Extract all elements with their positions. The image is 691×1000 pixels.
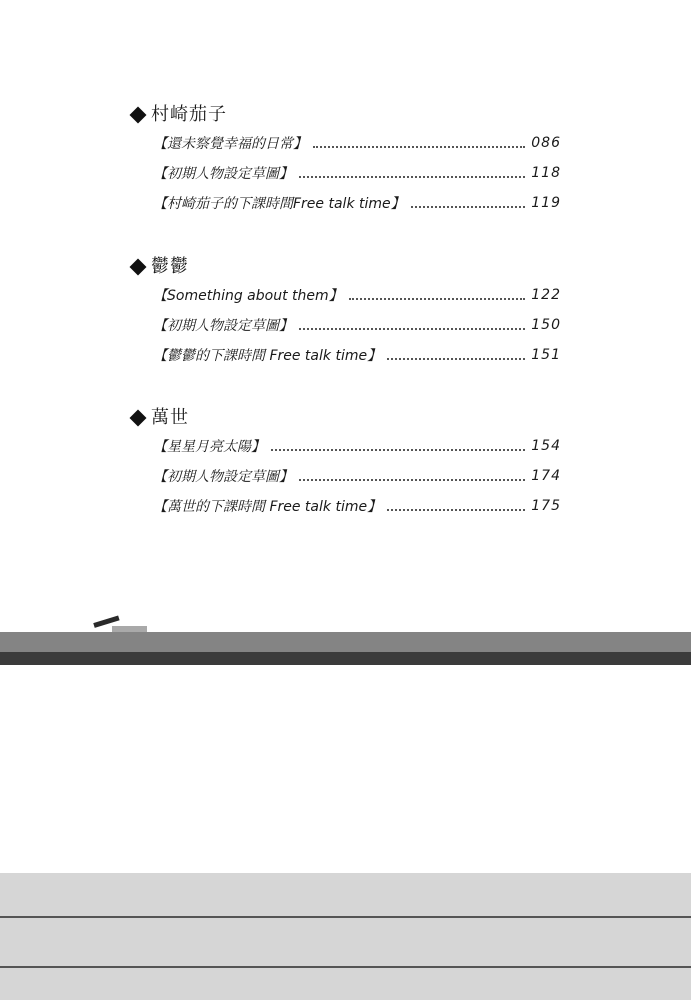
entry-title: 【星星月亮太陽】 [153,439,265,455]
entry-page-number: 174 [531,468,561,484]
entry-page-number: 122 [531,287,561,303]
dot-leader [299,327,525,330]
section-title: 鬱鬱 [151,256,189,277]
section-heading [132,405,562,431]
dot-leader [411,205,525,208]
entry-title: 【鬱鬱的下課時間 Free talk time】 [153,348,382,364]
panel-rule [0,966,691,968]
section-title: 村崎茄子 [151,104,227,125]
entry-title: 【初期人物設定草圖】 [153,166,293,182]
diamond-bullet-icon [130,107,147,124]
dot-leader [387,508,525,511]
entry-page-number: 175 [531,498,561,514]
section-title: 萬世 [151,407,189,428]
entry-title: 【初期人物設定草圖】 [153,469,293,485]
entry-title: 【Something about them】 [153,288,343,304]
entry-page-number: 119 [531,195,561,211]
chalk-tray-band [0,632,691,652]
toc-entry[interactable] [153,431,561,461]
dot-leader [299,478,525,481]
entry-title: 【萬世的下課時間 Free talk time】 [153,499,382,515]
entry-page-number: 151 [531,347,561,363]
dot-leader [313,145,525,148]
toc-entry[interactable] [153,310,561,340]
entry-title: 【初期人物設定草圖】 [153,318,293,334]
toc-entry[interactable] [153,340,561,370]
section-heading [132,102,562,128]
toc-entry[interactable] [153,461,561,491]
diamond-bullet-icon [130,410,147,427]
entry-page-number: 118 [531,165,561,181]
entry-page-number: 150 [531,317,561,333]
entry-title: 【還未察覺幸福的日常】 [153,136,307,152]
chalk-tray-shadow [0,652,691,665]
toc-entry[interactable] [153,491,561,521]
entry-page-number: 086 [531,135,561,151]
toc-entry[interactable] [153,158,561,188]
entry-page-number: 154 [531,438,561,454]
section-heading [132,254,562,280]
entry-title: 【村崎茄子的下課時間Free talk time】 [153,196,405,212]
panel-rule [0,916,691,918]
toc-section [132,405,562,521]
toc-section [132,254,562,370]
dot-leader [387,357,525,360]
diamond-bullet-icon [130,259,147,276]
toc-entry[interactable] [153,188,561,218]
toc-section [132,102,562,218]
dot-leader [271,448,525,451]
toc-entry[interactable] [153,128,561,158]
dot-leader [299,175,525,178]
toc-entry[interactable] [153,280,561,310]
dot-leader [349,297,525,300]
lined-panel [0,873,691,1000]
